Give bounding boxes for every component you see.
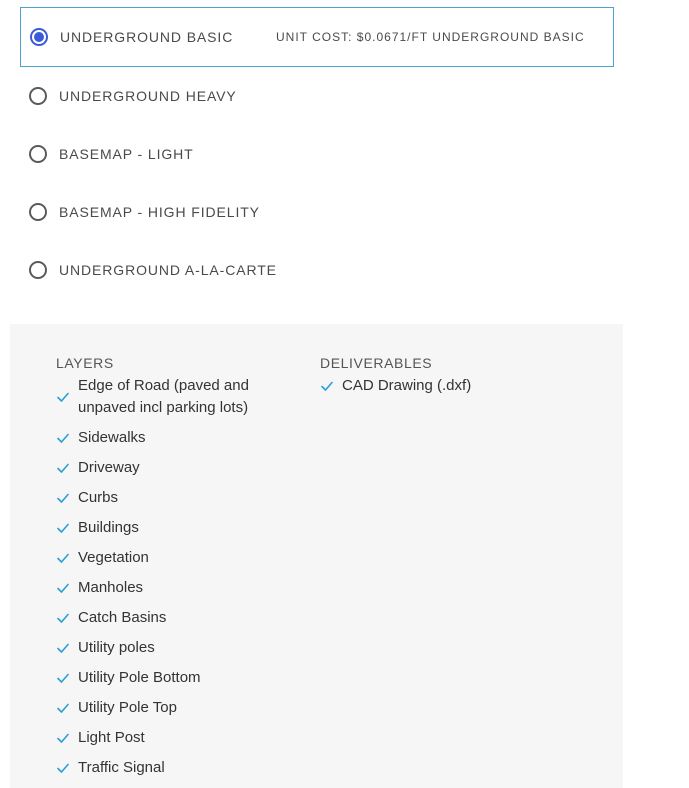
item-label: CAD Drawing (.dxf)	[342, 377, 472, 394]
item-label: Catch Basins	[78, 609, 167, 626]
check-icon	[56, 579, 70, 597]
check-icon	[56, 489, 70, 507]
item-label: Buildings	[78, 519, 139, 536]
layers-heading: LAYERS	[56, 355, 114, 371]
option-underground-heavy[interactable]	[20, 66, 614, 126]
layer-item	[56, 457, 276, 479]
item-label: Light Post	[78, 729, 145, 746]
layer-item	[56, 667, 276, 689]
layer-item	[56, 637, 276, 659]
layer-item	[56, 427, 276, 449]
deliverable-item	[320, 375, 600, 397]
radio-unselected-icon[interactable]	[29, 261, 47, 279]
item-label: Traffic Signal	[78, 759, 165, 776]
item-label: Utility Pole Top	[78, 699, 177, 716]
deliverables-list	[320, 375, 600, 405]
layer-item	[56, 577, 276, 599]
layer-item	[56, 727, 276, 749]
check-icon	[56, 429, 70, 447]
layer-item	[56, 517, 276, 539]
check-icon	[56, 759, 70, 777]
radio-unselected-icon[interactable]	[29, 145, 47, 163]
package-details-panel	[10, 324, 623, 788]
deliverables-heading: DELIVERABLES	[320, 355, 433, 371]
check-icon	[56, 699, 70, 717]
option-label: BASEMAP - HIGH FIDELITY	[59, 204, 260, 220]
layer-item	[56, 487, 276, 509]
item-label: Driveway	[78, 459, 140, 476]
check-icon	[56, 669, 70, 687]
item-label: Edge of Road (paved and unpaved incl parking lots)	[78, 377, 249, 416]
radio-dot	[34, 32, 44, 42]
option-label: UNDERGROUND BASIC	[60, 29, 234, 45]
check-icon	[56, 549, 70, 567]
option-label: UNDERGROUND HEAVY	[59, 88, 237, 104]
check-icon	[56, 609, 70, 627]
check-icon	[56, 519, 70, 537]
radio-selected-icon[interactable]	[30, 28, 48, 46]
layer-item	[56, 697, 276, 719]
unit-cost-text: UNIT COST: $0.0671/FT UNDERGROUND BASIC	[276, 30, 585, 44]
check-icon	[56, 388, 70, 406]
check-icon	[56, 639, 70, 657]
layer-item	[56, 547, 276, 569]
item-label: Sidewalks	[78, 429, 146, 446]
option-label: BASEMAP - LIGHT	[59, 146, 194, 162]
option-basemap-high-fidelity[interactable]	[20, 182, 614, 242]
check-icon	[56, 729, 70, 747]
option-basemap-light[interactable]	[20, 124, 614, 184]
item-label: Manholes	[78, 579, 144, 596]
check-icon	[56, 459, 70, 477]
layer-item	[56, 607, 276, 629]
layers-list	[56, 375, 276, 787]
radio-unselected-icon[interactable]	[29, 87, 47, 105]
item-label: Vegetation	[78, 549, 149, 566]
layer-item	[56, 757, 276, 779]
radio-unselected-icon[interactable]	[29, 203, 47, 221]
option-underground-a-la-carte[interactable]	[20, 240, 614, 300]
item-label: Utility poles	[78, 639, 155, 656]
item-label: Curbs	[78, 489, 119, 506]
item-label: Utility Pole Bottom	[78, 669, 201, 686]
check-icon	[320, 377, 334, 395]
layer-item	[56, 375, 276, 419]
option-underground-basic[interactable]	[20, 7, 614, 67]
option-label: UNDERGROUND A-LA-CARTE	[59, 262, 277, 278]
